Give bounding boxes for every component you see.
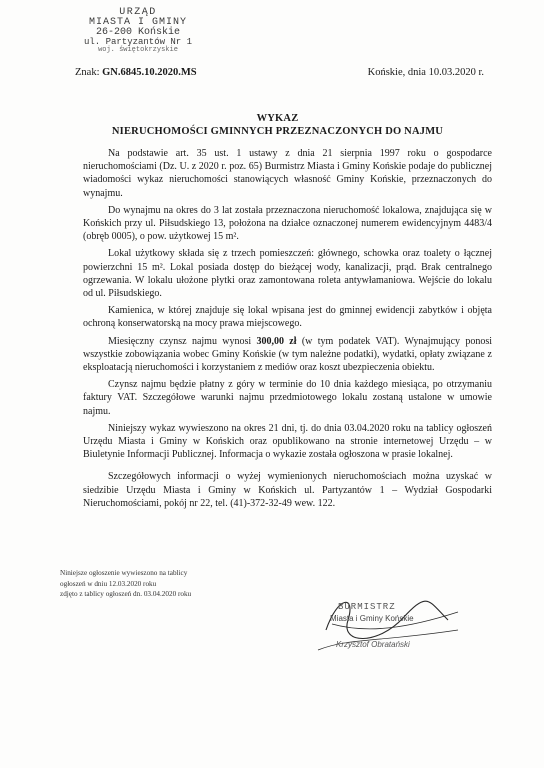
stamp-line-2: MIASTA I GMINY xyxy=(88,17,187,28)
stamp-line-1: URZĄD xyxy=(119,7,157,18)
rent-amount: 300,00 zł xyxy=(256,335,297,347)
paragraph-rent xyxy=(83,335,492,375)
signature-title: BURMISTRZ xyxy=(338,602,396,612)
reference-label: Znak: xyxy=(75,67,100,78)
signature-organization: Miasta i Gminy Końskie xyxy=(330,614,414,623)
rent-text-after: (w tym podatek VAT). Wynajmujący ponosi wszystkie zobowiązania wobec Gminy Końskie (w tym należne podatki), wydatki, opłaty związane z eksploatacją nieruchomości i korzystaniem z mediów oraz koszt ubezpieczenia obiektu. xyxy=(83,335,493,374)
place-and-date: Końskie, dnia 10.03.2020 r. xyxy=(367,67,484,78)
posting-note-line-2: ogłoszeń w dniu 12.03.2020 roku xyxy=(60,579,157,588)
document-subtitle: NIERUCHOMOŚCI GMINNYCH PRZEZNACZONYCH DO NAJMU xyxy=(111,126,444,137)
paragraph-contact-info: Szczegółowych informacji o wyżej wymienionych nieruchomościach można uzyskać w siedzibie Urzędu Miasta i Gminy w Końskich ul. Partyzantów 1 – Wydział Gospodarki Nieruchomościami, pokój nr 22, tel. (41)-372-32-49 wew. 122. xyxy=(83,471,492,509)
office-stamp xyxy=(82,8,194,54)
stamp-line-3: 26-200 Końskie xyxy=(95,27,180,38)
paragraph-property: Do wynajmu na okres do 3 lat została przeznaczona nieruchomość lokalowa, znajdująca się w Końskich przy ul. Piłsudskiego 13, położona na działce oznaczonej numerem ewidencyjnym 4483/4 (obręb 0005), o pow. użytkowej 15 m². xyxy=(83,204,492,243)
stamp-line-5: woj. świętokrzyskie xyxy=(98,46,178,54)
rent-text-before: Miesięczny czynsz najmu wynosi xyxy=(108,335,257,347)
reference-number xyxy=(75,67,197,78)
signature-block xyxy=(308,590,478,660)
reference-value: GN.6845.10.2020.MS xyxy=(102,67,197,78)
paragraph-payment-terms: Czynsz najmu będzie płatny z góry w terminie do 10 dnia każdego miesiąca, po otrzymaniu faktury VAT. Szczegółowe warunki najmu przedmiotowego lokalu zostaną ustalone w umowie najmu. xyxy=(83,379,492,417)
posting-note-line-3: zdjęto z tablicy ogłoszeń dn. 03.04.2020 roku xyxy=(60,590,192,598)
handwritten-signature xyxy=(308,590,478,660)
paragraph-legal-basis: Na podstawie art. 35 ust. 1 ustawy z dnia 21 sierpnia 1997 roku o gospodarce nieruchomościami (Dz. U. z 2020 r. poz. 65) Burmistrz Miasta i Gminy Końskie podaje do publicznej wiadomości wykaz nieruchomości stanowiących własność Gminy Końskie, przeznaczonych do wynajmu. xyxy=(83,148,492,199)
posting-note-line-1: Niniejsze ogłoszenie wywieszono na tablicy xyxy=(60,569,188,577)
paragraph-publication: Niniejszy wykaz wywieszono na okres 21 dni, tj. do dnia 03.04.2020 roku na tablicy ogłoszeń Urzędu Miasta i Gminy w Końskich oraz opublikowano na stronie internetowej Urzędu – w Biuletynie Informacji Publicznej. Informacja o wykazie została ogłoszona w prasie lokalnej. xyxy=(83,422,492,461)
document-body xyxy=(83,147,492,514)
document-title: WYKAZ xyxy=(256,113,299,124)
signature-name: Krzysztof Obratański xyxy=(336,640,410,649)
posting-notes xyxy=(60,568,250,600)
paragraph-premises-description: Lokal użytkowy składa się z trzech pomieszczeń: głównego, schowka oraz toalety o łącznej powierzchni 15 m². Lokal posiada dostęp do bieżącej wody, kanalizacji, prąd. Brak centralnego ogrzewania. W lokalu ułożone płytki oraz zamontowana roleta antywłamaniowa. Wejście do lokalu od ul. Piłsudskiego. xyxy=(83,248,492,300)
stamp-line-4: ul. Partyzantów Nr 1 xyxy=(83,37,193,47)
paragraph-monument-register: Kamienica, w której znajduje się lokal wpisana jest do gminnej ewidencji zabytków i objęta ochroną konserwatorską na mocy prawa miejscowego. xyxy=(83,305,492,330)
